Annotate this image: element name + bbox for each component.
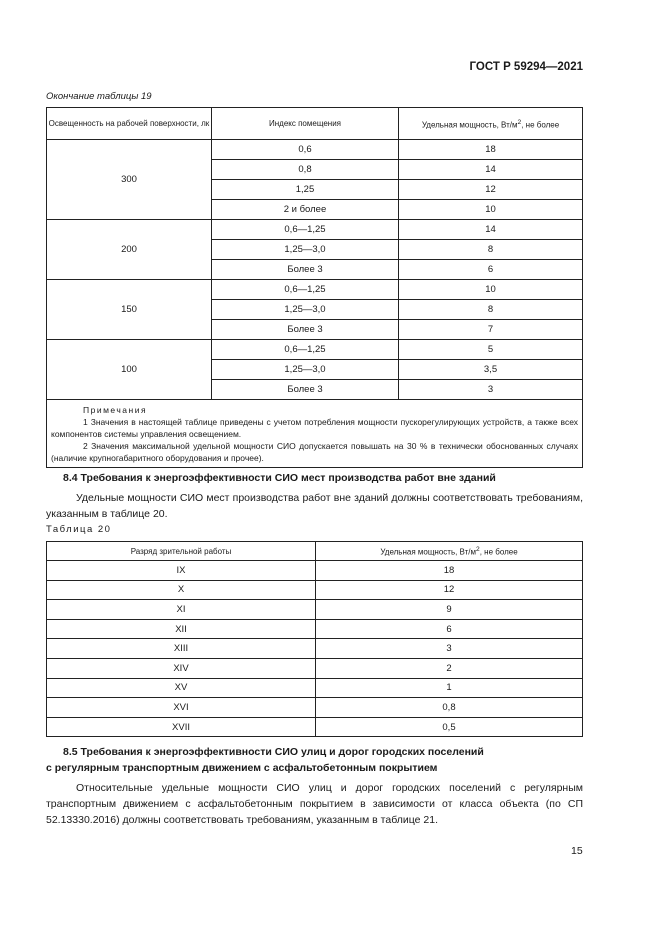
section-8-4-heading: 8.4 Требования к энергоэффективности СИО мест производства работ вне зданий xyxy=(63,472,496,484)
table-row xyxy=(47,280,583,300)
power-cell: 8 xyxy=(399,240,583,260)
power-cell: 3 xyxy=(316,639,583,659)
notes-row xyxy=(47,400,583,468)
power-cell: 12 xyxy=(399,180,583,200)
col-specific-power: Удельная мощность, $Вт/м^2$, не более xyxy=(316,542,583,561)
note-1: 1 Значения в настоящей таблице приведены с учетом потребления мощности пускорегулирующих устройств, а также всех компонентов системы управления освещением. xyxy=(51,417,578,439)
power-cell: 5 xyxy=(399,340,583,360)
table-row xyxy=(47,220,583,240)
index-cell: 0,8 xyxy=(212,160,399,180)
power-cell: 0,8 xyxy=(316,698,583,718)
lux-cell: 200 xyxy=(47,220,212,280)
power-cell: 14 xyxy=(399,160,583,180)
grade-cell: XI xyxy=(47,600,316,620)
col-room-index: Индекс помещения xyxy=(212,108,399,140)
table-row xyxy=(47,678,583,698)
power-cell: 6 xyxy=(316,619,583,639)
table-header xyxy=(47,108,583,140)
index-cell: 0,6—1,25 xyxy=(212,220,399,240)
table-row xyxy=(47,340,583,360)
table-19 xyxy=(46,107,583,468)
table-row xyxy=(47,619,583,639)
index-cell: 0,6—1,25 xyxy=(212,280,399,300)
power-cell: 7 xyxy=(399,320,583,340)
index-cell: 1,25—3,0 xyxy=(212,240,399,260)
table-header xyxy=(47,542,583,561)
col-visual-grade: Разряд зрительной работы xyxy=(47,542,316,561)
grade-cell: X xyxy=(47,580,316,600)
notes-title: Примечания xyxy=(83,405,148,415)
standard-number: ГОСТ Р 59294—2021 xyxy=(469,61,583,73)
power-cell: 3,5 xyxy=(399,360,583,380)
grade-cell: XIV xyxy=(47,658,316,678)
index-cell: Более 3 xyxy=(212,320,399,340)
power-cell: 1 xyxy=(316,678,583,698)
power-cell: 12 xyxy=(316,580,583,600)
table-row xyxy=(47,639,583,659)
col-specific-power: Удельная мощность, $Вт/м^2$, не более xyxy=(399,108,583,140)
grade-cell: XIII xyxy=(47,639,316,659)
index-cell: 0,6 xyxy=(212,140,399,160)
lux-cell: 150 xyxy=(47,280,212,340)
note-2: 2 Значения максимальной удельной мощности СИО допускается повышать на 30 % в технически обоснованных случаях (наличие крупногабаритного оборудования и прочее). xyxy=(51,441,578,463)
index-cell: 1,25 xyxy=(212,180,399,200)
lux-cell: 100 xyxy=(47,340,212,400)
power-cell: 0,5 xyxy=(316,717,583,737)
power-cell: 6 xyxy=(399,260,583,280)
power-cell: 8 xyxy=(399,300,583,320)
power-cell: 2 xyxy=(316,658,583,678)
section-8-5-heading-line1: 8.5 Требования к энергоэффективности СИО улиц и дорог городских поселений xyxy=(63,746,484,758)
power-cell: 10 xyxy=(399,200,583,220)
section-8-5-heading-line2: с регулярным транспортным движением с асфальтобетонным покрытием xyxy=(46,762,438,774)
table-row xyxy=(47,698,583,718)
index-cell: 2 и более xyxy=(212,200,399,220)
section-8-5-paragraph: Относительные удельные мощности СИО улиц и дорог городских поселений с регулярным транспортным движением с асфальтобетонным покрытием в зависимости от класса объекта (по СП 52.13330.2016) должны соответствовать требованиям, указанным в таблице 21. xyxy=(46,782,583,826)
power-cell: 14 xyxy=(399,220,583,240)
index-cell: Более 3 xyxy=(212,380,399,400)
index-cell: 1,25—3,0 xyxy=(212,360,399,380)
power-cell: 18 xyxy=(316,561,583,581)
power-cell: 18 xyxy=(399,140,583,160)
table-row xyxy=(47,600,583,620)
index-cell: 1,25—3,0 xyxy=(212,300,399,320)
table-notes xyxy=(47,400,583,468)
power-cell: 3 xyxy=(399,380,583,400)
table-row xyxy=(47,580,583,600)
grade-cell: XII xyxy=(47,619,316,639)
power-cell: 10 xyxy=(399,280,583,300)
grade-cell: XVII xyxy=(47,717,316,737)
table20-label: Таблица 20 xyxy=(46,524,112,535)
table-row xyxy=(47,658,583,678)
power-cell: 9 xyxy=(316,600,583,620)
col-illuminance: Освещенность на рабочей поверхности, лк xyxy=(47,108,212,140)
page-number: 15 xyxy=(571,845,583,857)
lux-cell: 300 xyxy=(47,140,212,220)
index-cell: Более 3 xyxy=(212,260,399,280)
section-8-4-paragraph: Удельные мощности СИО мест производства работ вне зданий должны соответствовать требованиям, указанным в таблице 20. xyxy=(46,492,583,520)
index-cell: 0,6—1,25 xyxy=(212,340,399,360)
grade-cell: IX xyxy=(47,561,316,581)
table-row xyxy=(47,140,583,160)
table-row xyxy=(47,717,583,737)
table19-caption: Окончание таблицы 19 xyxy=(46,91,152,102)
table-20 xyxy=(46,541,583,737)
table-row xyxy=(47,561,583,581)
grade-cell: XVI xyxy=(47,698,316,718)
grade-cell: XV xyxy=(47,678,316,698)
